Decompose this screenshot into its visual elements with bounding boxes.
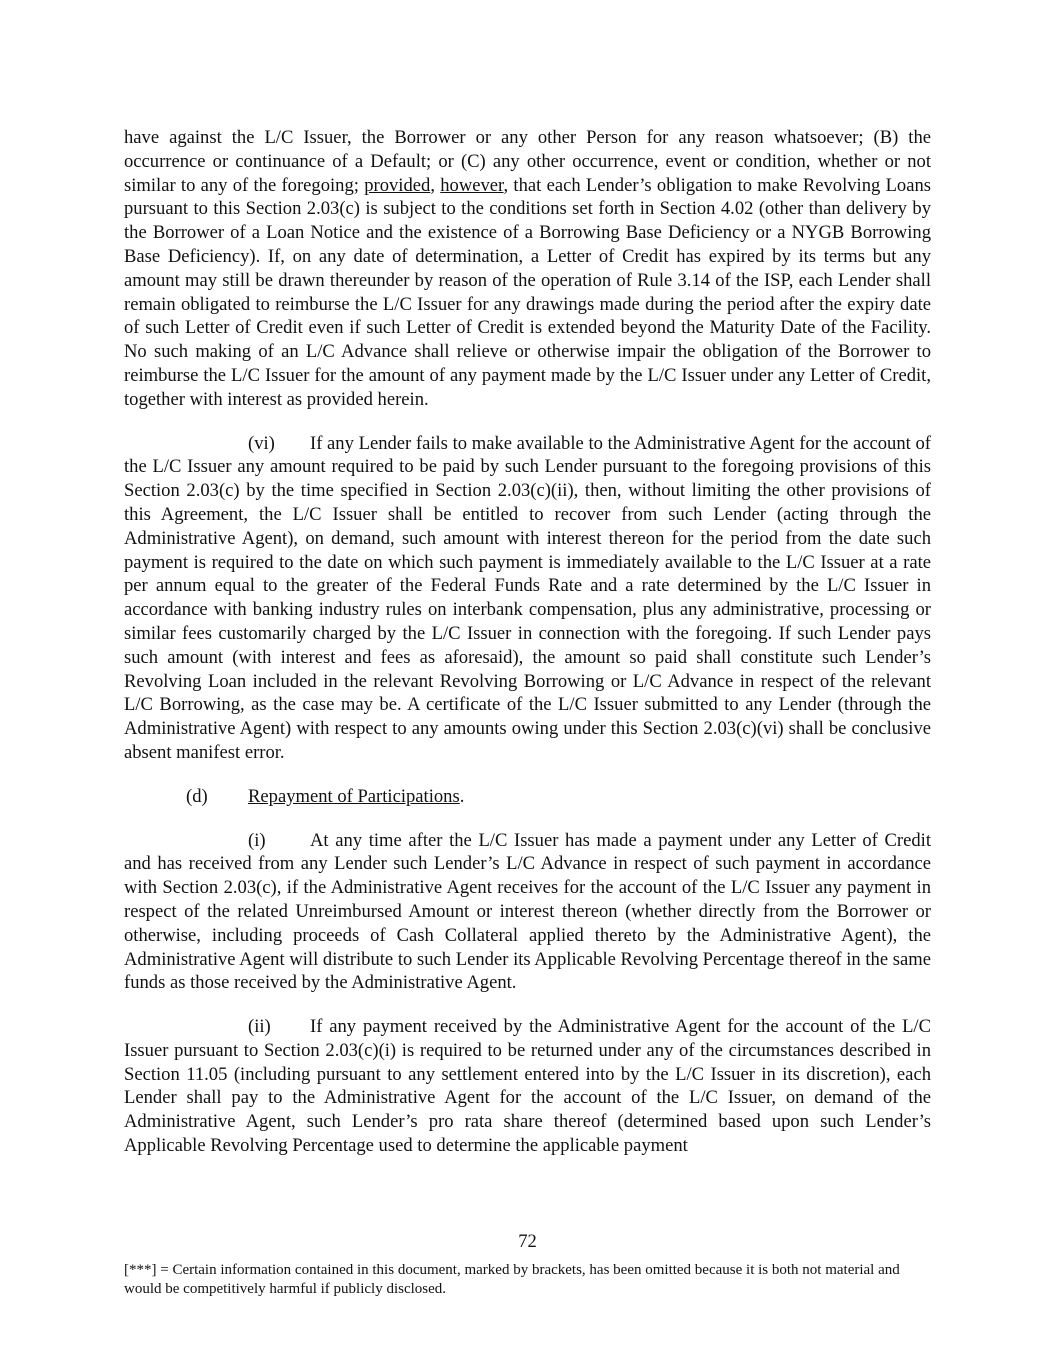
clause-number: (i) xyxy=(248,829,266,851)
section-heading-d: (d) Repayment of Participations. xyxy=(186,785,465,807)
page-number: 72 xyxy=(518,1231,537,1252)
paragraph-i: (i) At any time after the L/C Issuer has made a payment under any Letter of Credit and has received from any Lender such Lender’s L/C Advance in respect of such payment in accordance with Section 2.03(c), if the Administrative Agent receives for the account of the L/C Issuer any payment in respect of the related Unreimbursed Amount or interest thereon (whether directly from the Borrower or otherwise, including proceeds of Cash Collateral applied thereto by the Administrative Agent), the Administrative Agent will distribute to such Lender its Applicable Revolving Percentage thereof in the same funds as those received by the Administrative Agent. xyxy=(124,829,931,994)
provided-term: provided xyxy=(364,174,431,196)
paragraph-vi: (vi) If any Lender fails to make available to the Administrative Agent for the account of the L/C Issuer any amount required to be paid by such Lender pursuant to the foregoing provisions of this Section 2.03(c) by the time specified in Section 2.03(c)(ii), then, without limiting the other provisions of this Agreement, the L/C Issuer shall be entitled to recover from such Lender (acting through the Administrative Agent), on demand, such amount with interest thereon for the period from the date such payment is required to the date on which such payment is immediately available to the L/C Issuer at a rate per annum equal to the greater of the Federal Funds Rate and a rate determined by the L/C Issuer in accordance with banking industry rules on interbank compensation, plus any administrative, processing or similar fees customarily charged by the L/C Issuer in connection with the foregoing. If such Lender pays such amount (with interest and fees as aforesaid), the amount so paid shall constitute such Lender’s Revolving Loan included in the relevant Revolving Borrowing or L/C Advance in respect of the relevant L/C Borrowing, as the case may be. A certificate of the L/C Issuer submitted to any Lender (through the Administrative Agent) with respect to any amounts owing under this Section 2.03(c)(vi) shall be conclusive absent manifest error. xyxy=(124,432,931,763)
footnote: [***] = Certain information contained in this document, marked by brackets, has been omitted because it is both not material and would be competitively harmful if publicly disclosed. xyxy=(124,1262,900,1297)
document-body xyxy=(124,126,931,1178)
however-term: however xyxy=(440,174,504,196)
clause-number: (vi) xyxy=(248,432,275,454)
section-title: Repayment of Participations xyxy=(248,785,460,807)
paragraph-continuation: have against the L/C Issuer, the Borrower or any other Person for any reason whatsoever; (B) the occurrence or continuance of a Default; or (C) any other occurrence, event or condition, whether or not similar to any of the foregoing; provided, however, that each Lender’s obligation to make Revolving Loans pursuant to this Section 2.03(c) is subject to the conditions set forth in Section 4.02 (other than delivery by the Borrower of a Loan Notice and the existence of a Borrowing Base Deficiency or a NYGB Borrowing Base Deficiency). If, on any date of determination, a Letter of Credit has expired by its terms but any amount may still be drawn thereunder by reason of the operation of Rule 3.14 of the ISP, each Lender shall remain obligated to reimburse the L/C Issuer for any drawings made during the period after the expiry date of such Letter of Credit even if such Letter of Credit is extended beyond the Maturity Date of the Facility. No such making of an L/C Advance shall relieve or otherwise impair the obligation of the Borrower to reimburse the L/C Issuer for the amount of any payment made by the L/C Issuer under any Letter of Credit, together with interest as provided herein. xyxy=(124,127,932,410)
clause-number: (ii) xyxy=(248,1016,271,1038)
clause-number: (d) xyxy=(186,785,208,807)
paragraph-ii: (ii) If any payment received by the Administrative Agent for the account of the L/C Issuer pursuant to Section 2.03(c)(i) is required to be returned under any of the circumstances described in Section 11.05 (including pursuant to any settlement entered into by the L/C Issuer in its discretion), each Lender shall pay to the Administrative Agent for the account of the L/C Issuer, on demand of the Administrative Agent, such Lender’s pro rata share thereof (determined based upon such Lender’s Applicable Revolving Percentage used to determine the applicable payment xyxy=(124,1016,931,1157)
